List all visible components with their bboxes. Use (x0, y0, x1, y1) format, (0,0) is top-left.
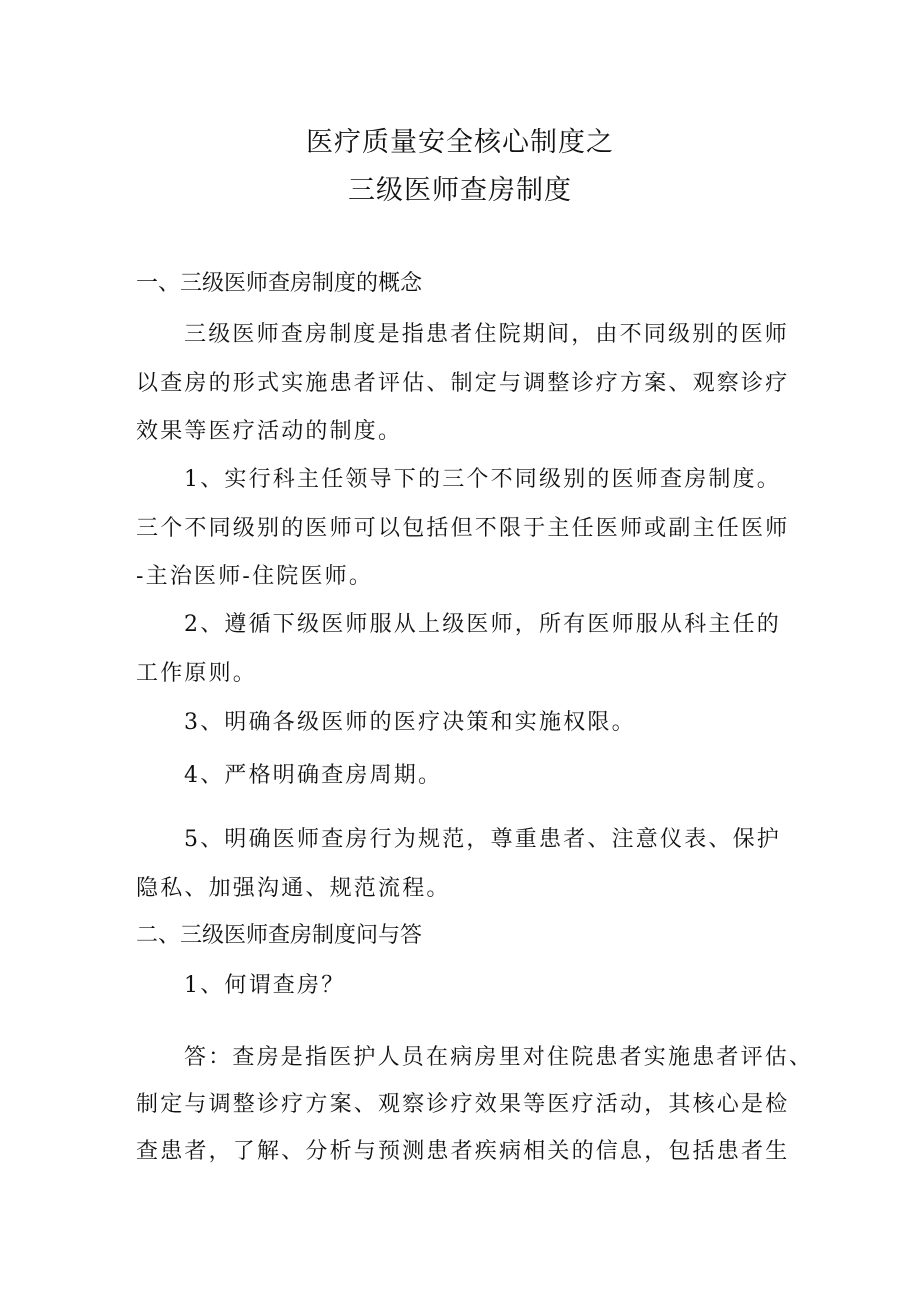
section-2-answer-1-line: 制定与调整诊疗方案、观察诊疗效果等医疗活动，其核心是检 (136, 1092, 790, 1117)
section-1-intro-line: 三级医师查房制度是指患者住院期间，由不同级别的医师 (184, 322, 790, 347)
section-1-item-5-line: 隐私、加强沟通、规范流程。 (136, 876, 451, 901)
section-1-intro-line: 以查房的形式实施患者评估、制定与调整诊疗方案、观察诊疗 (136, 371, 790, 396)
section-1-item-1-line: -主治医师-住院医师。 (136, 564, 374, 589)
section-1-item-2-line: 工作原则。 (136, 661, 258, 686)
section-1-item-1-line: 三个不同级别的医师可以包括但不限于主任医师或副主任医师 (136, 516, 790, 541)
document-title-line-2: 三级医师查房制度 (348, 175, 572, 206)
section-1-item-4: 4、严格明确查房周期。 (184, 763, 443, 788)
section-1-item-5-line: 5、明确医师查房行为规范，尊重患者、注意仪表、保护 (184, 827, 781, 852)
section-2-answer-1-line: 答：查房是指医护人员在病房里对住院患者实施患者评估、 (184, 1045, 814, 1070)
section-1-intro-line: 效果等医疗活动的制度。 (136, 419, 403, 444)
section-2-answer-1-line: 查患者，了解、分析与预测患者疾病相关的信息，包括患者生 (136, 1139, 790, 1164)
section-1-heading: 一、三级医师查房制度的概念 (136, 271, 423, 296)
section-1-item-3: 3、明确各级医师的医疗决策和实施权限。 (184, 710, 636, 735)
document-title-line-1: 医疗质量安全核心制度之 (306, 127, 614, 158)
section-1-item-2-line: 2、遵循下级医师服从上级医师，所有医师服从科主任的 (184, 612, 781, 637)
section-2-question-1: 1、何谓查房？ (184, 973, 346, 998)
section-2-heading: 二、三级医师查房制度问与答 (136, 923, 423, 948)
section-1-item-1-line: 1、实行科主任领导下的三个不同级别的医师查房制度。 (184, 467, 781, 492)
